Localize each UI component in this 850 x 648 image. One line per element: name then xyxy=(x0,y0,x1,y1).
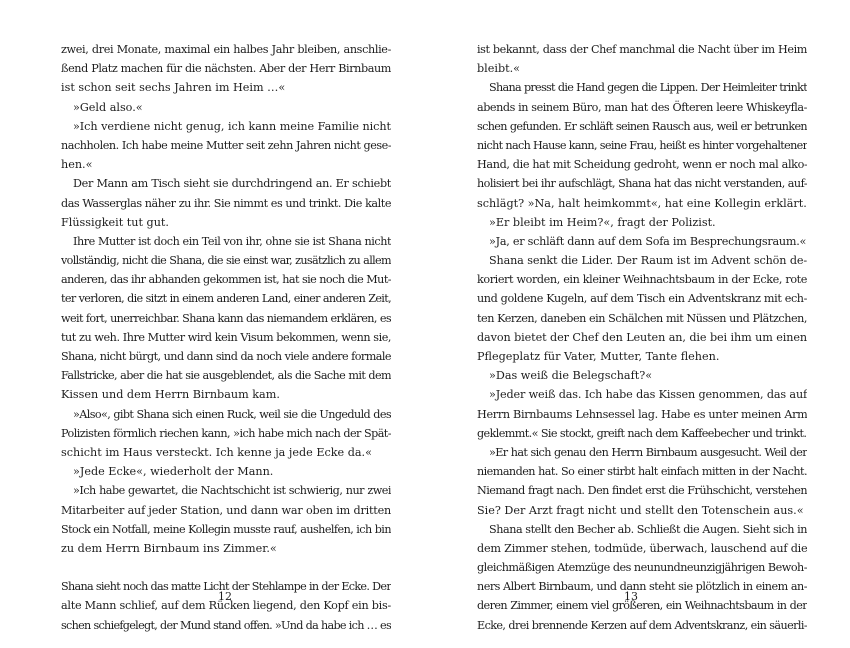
text-line: Sie? Der Arzt fragt nicht und stellt den Totenschein aus.« xyxy=(477,503,804,517)
text-line: Polizisten förmlich riechen kann, »ich habe mich nach der Spät- xyxy=(61,426,391,440)
text-line: anderen, das ihr abhanden gekommen ist, hat sie noch die Mut- xyxy=(61,273,391,287)
text-line: deren Zimmer, einem viel größeren, ein Weihnachtsbaum in der xyxy=(477,599,807,613)
text-line: hen.« xyxy=(61,158,93,172)
text-line: »Ich habe gewartet, die Nachtschicht ist schwierig, nur zwei xyxy=(73,484,391,498)
text-line: und goldene Kugeln, auf dem Tisch ein Adventskranz mit ech- xyxy=(477,292,807,306)
text-line: Shana sieht noch das matte Licht der Stehlampe in der Ecke. Der xyxy=(61,580,391,594)
text-line: »Jede Ecke«, wiederholt der Mann. xyxy=(73,465,274,479)
text-line: »Geld also.« xyxy=(73,100,143,114)
text-line: Shana presst die Hand gegen die Lippen. Der Heimleiter trinkt xyxy=(489,81,807,95)
text-line: schlägt? »Na, halt heimkommt«, hat eine Kollegin erklärt. xyxy=(477,196,807,210)
text-line: tut zu weh. Ihre Mutter wird kein Visum bekommen, wenn sie, xyxy=(61,330,391,344)
text-line: Shana stellt den Becher ab. Schließt die Augen. Sieht sich in xyxy=(489,522,807,536)
text-line: Shana, nicht bürgt, und dann sind da noch viele andere formale xyxy=(61,350,391,363)
text-line: ist schon seit sechs Jahren im Heim …« xyxy=(61,81,286,95)
text-line: Herrn Birnbaums Lehnsessel lag. Habe es unter meinen Arm xyxy=(477,407,807,421)
text-line: »Jeder weiß das. Ich habe das Kissen genommen, das auf xyxy=(489,388,807,402)
text-line: gleichmäßigen Atemzüge des neunundneunzigjährigen Bewoh- xyxy=(477,561,807,575)
page-number-right: 13 xyxy=(624,590,638,603)
text-line: »Ja, er schläft dann auf dem Sofa im Besprechungsraum.« xyxy=(489,234,807,248)
text-line: Mitarbeiter auf jeder Station, und dann war oben im dritten xyxy=(61,503,391,517)
text-line: ners Albert Birnbaum, und dann steht sie plötzlich in einem an- xyxy=(477,580,807,594)
text-line: ter verloren, die sitzt in einem anderen Land, einer anderen Zeit, xyxy=(61,292,391,306)
text-line: Shana senkt die Lider. Der Raum ist im Advent schön de- xyxy=(489,254,807,268)
text-line: vollständig, nicht die Shana, die sie einst war, zusätzlich zu allem xyxy=(61,254,391,268)
page-number-left: 12 xyxy=(218,590,232,603)
text-line: zu dem Herrn Birnbaum ins Zimmer.« xyxy=(61,541,277,555)
text-line: »Das weiß die Belegschaft?« xyxy=(489,369,653,383)
right-page-text xyxy=(477,40,807,635)
left-page-text xyxy=(61,40,391,635)
text-line: Ihre Mutter ist doch ein Teil von ihr, ohne sie ist Shana nicht xyxy=(73,234,391,248)
section-break xyxy=(61,558,391,577)
text-line: ßend Platz machen für die nächsten. Aber der Herr Birnbaum xyxy=(61,62,391,76)
text-line: »Er bleibt im Heim?«, fragt der Polizist. xyxy=(489,215,716,229)
text-line: abends in seinem Büro, man hat des Öfteren leere Whiskeyfla- xyxy=(477,100,807,114)
text-line: alte Mann schlief, auf dem Rücken liegend, den Kopf ein bis- xyxy=(61,599,391,613)
text-line: geklemmt.« Sie stockt, greift nach dem Kaffeebecher und trinkt. xyxy=(477,426,807,440)
text-line: Hand, die hat mit Scheidung gedroht, wenn er noch mal alko- xyxy=(477,158,807,172)
text-line: zwei, drei Monate, maximal ein halbes Jahr bleiben, anschlie- xyxy=(61,43,391,56)
text-line: »Er hat sich genau den Herrn Birnbaum ausgesucht. Weil der xyxy=(489,445,807,459)
text-line: ten Kerzen, daneben ein Schälchen mit Nüssen und Plätzchen, xyxy=(477,311,807,325)
text-line: Pflegeplatz für Vater, Mutter, Tante flehen. xyxy=(477,350,720,363)
text-line: davon bietet der Chef den Leuten an, die bei ihm um einen xyxy=(477,330,807,344)
text-line: ist bekannt, dass der Chef manchmal die Nacht über im Heim xyxy=(477,43,807,56)
text-line: Flüssigkeit tut gut. xyxy=(61,215,169,229)
text-line: Niemand fragt nach. Den findet erst die Frühschicht, verstehen xyxy=(477,484,807,498)
text-line: Stock ein Notfall, meine Kollegin musste rauf, aushelfen, ich bin xyxy=(61,522,391,536)
text-line: »Also«, gibt Shana sich einen Ruck, weil sie die Ungeduld des xyxy=(73,407,391,421)
text-line: schicht im Haus versteckt. Ich kenne ja jede Ecke da.« xyxy=(61,445,372,459)
text-line: »Ich verdiene nicht genug, ich kann meine Familie nicht xyxy=(73,119,391,133)
text-line: niemanden hat. So einer stirbt halt einfach mitten in der Nacht. xyxy=(477,465,807,479)
text-line: Fallstricke, aber die hat sie ausgeblendet, als die Sache mit dem xyxy=(61,369,391,383)
text-line: weit fort, unerreichbar. Shana kann das niemandem erklären, es xyxy=(61,311,391,325)
text-line: dem Zimmer stehen, todmüde, überwach, lauschend auf die xyxy=(477,541,807,555)
text-line: bleibt.« xyxy=(477,62,520,76)
text-line: schen schiefgelegt, der Mund stand offen. »Und da habe ich … es xyxy=(61,618,391,632)
text-line: schen gefunden. Er schläft seinen Rausch aus, weil er betrunken xyxy=(477,119,807,133)
text-line: Der Mann am Tisch sieht sie durchdringend an. Er schiebt xyxy=(73,177,391,191)
text-line: Kissen und dem Herrn Birnbaum kam. xyxy=(61,388,280,402)
text-line: nachholen. Ich habe meine Mutter seit zehn Jahren nicht gese- xyxy=(61,138,391,152)
text-line: nicht nach Hause kann, seine Frau, heißt es hinter vorgehaltener xyxy=(477,138,807,152)
text-line: koriert worden, ein kleiner Weihnachtsbaum in der Ecke, rote xyxy=(477,273,807,287)
text-line: das Wasserglas näher zu ihr. Sie nimmt es und trinkt. Die kalte xyxy=(61,196,391,210)
text-line: Ecke, drei brennende Kerzen auf dem Adventskranz, ein säuerli- xyxy=(477,618,807,632)
text-line: holisiert bei ihr aufschlägt, Shana hat das nicht verstanden, auf- xyxy=(477,177,807,191)
